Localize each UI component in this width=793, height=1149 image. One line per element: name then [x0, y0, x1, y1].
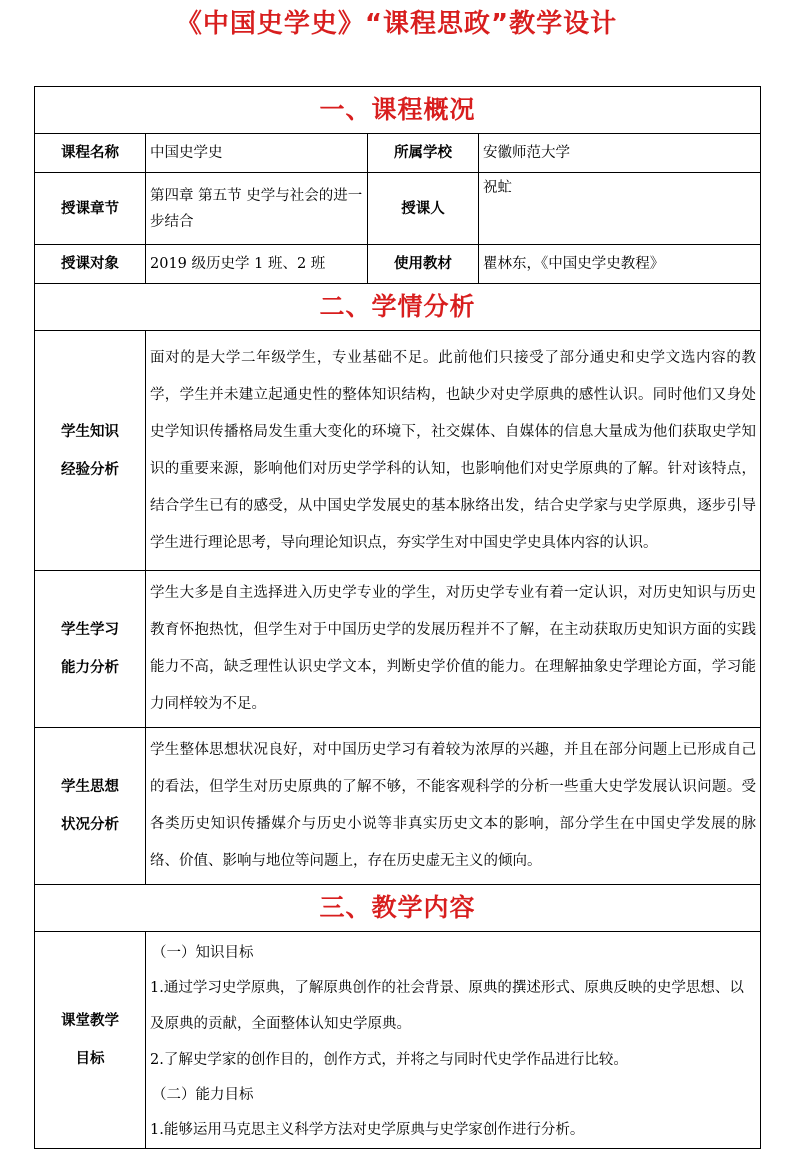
- knowledge-goal-item: 1.通过学习史学原典，了解原典创作的社会背景、原典的撰述形式、原典反映的史学思想、以及原典的贡献，全面整体认知史学原典。: [150, 980, 744, 1032]
- school-label: 所属学校: [368, 134, 479, 173]
- teaching-goal-content: [146, 932, 761, 1149]
- knowledge-experience-text: 面对的是大学二年级学生，专业基础不足。此前他们只接受了部分通史和史学文选内容的教学，学生并未建立起通史性的整体知识结构，也缺少对史学原典的感性认识。同时他们又身处史学知识传播格局发生重大变化的环境下，社交媒体、自媒体的信息大量成为他们获取史学知识的重要来源，影响他们对历史学学科的认知，也影响他们对史学原典的了解。针对该特点，结合学生已有的感受，从中国史学发展史的基本脉络出发，结合史学家与史学原典，逐步引导学生进行理论思考，导向理论知识点，夯实学生对中国史学史具体内容的认识。: [146, 331, 761, 571]
- ability-goal-heading: （二）能力目标: [152, 1087, 254, 1103]
- thought-status-label: [35, 728, 146, 885]
- label-line: 经验分析: [61, 461, 119, 478]
- thought-status-text: 学生整体思想状况良好，对中国历史学习有着较为浓厚的兴趣，并且在部分问题上已形成自己的看法，但学生对历史原典的了解不够，不能客观科学的分析一些重大史学发展认识问题。受各类历史知识传播媒介与历史小说等非真实历史文本的影响，部分学生在中国史学发展的脉络、价值、影响与地位等问题上，存在历史虚无主义的倾向。: [146, 728, 761, 885]
- section-heading-course-overview: 一、课程概况: [35, 87, 761, 134]
- audience-value: 2019 级历史学 1 班、2 班: [146, 245, 368, 284]
- section-heading-teaching-content: 三、教学内容: [35, 885, 761, 932]
- label-line: 状况分析: [61, 817, 119, 833]
- section-heading-learning-analysis: 二、学情分析: [35, 284, 761, 331]
- course-name-value: 中国史学史: [146, 134, 368, 173]
- course-name-label: 课程名称: [35, 134, 146, 173]
- lesson-design-table: [34, 86, 761, 1149]
- textbook-label: 使用教材: [368, 245, 479, 284]
- chapter-value: 第四章 第五节 史学与社会的进一步结合: [146, 173, 368, 245]
- label-line: 目标: [75, 1051, 105, 1067]
- textbook-value: 瞿林东，《中国史学史教程》: [479, 245, 761, 284]
- document-title: 《中国史学史》“课程思政”教学设计: [175, 9, 618, 39]
- learning-ability-text: 学生大多是自主选择进入历史学专业的学生，对历史学专业有着一定认识，对历史知识与历史教育怀抱热忱，但学生对于中国历史学的发展历程并不了解，在主动获取历史知识方面的实践能力不高，缺乏理性认识史学文本，判断史学价值的能力。在理解抽象史学理论方面，学习能力同样较为不足。: [146, 571, 761, 728]
- label-line: 学生学习: [61, 622, 119, 638]
- label-line: 课堂教学: [61, 1013, 119, 1029]
- knowledge-experience-label: [35, 331, 146, 571]
- chapter-label: 授课章节: [35, 173, 146, 245]
- knowledge-goal-heading: （一）知识目标: [152, 945, 254, 961]
- ability-goal-item: 1.能够运用马克思主义科学方法对史学原典与史学家创作进行分析。: [150, 1122, 585, 1138]
- learning-ability-label: [35, 571, 146, 728]
- school-value: 安徽师范大学: [479, 134, 761, 173]
- label-line: 能力分析: [61, 660, 119, 676]
- teacher-value: 祝虻: [479, 173, 761, 245]
- label-line: 学生知识: [61, 423, 119, 440]
- teacher-label: 授课人: [368, 173, 479, 245]
- audience-label: 授课对象: [35, 245, 146, 284]
- label-line: 学生思想: [61, 779, 119, 795]
- teaching-goal-label: [35, 932, 146, 1149]
- knowledge-goal-item: 2.了解史学家的创作目的，创作方式，并将之与同时代史学作品进行比较。: [150, 1052, 628, 1068]
